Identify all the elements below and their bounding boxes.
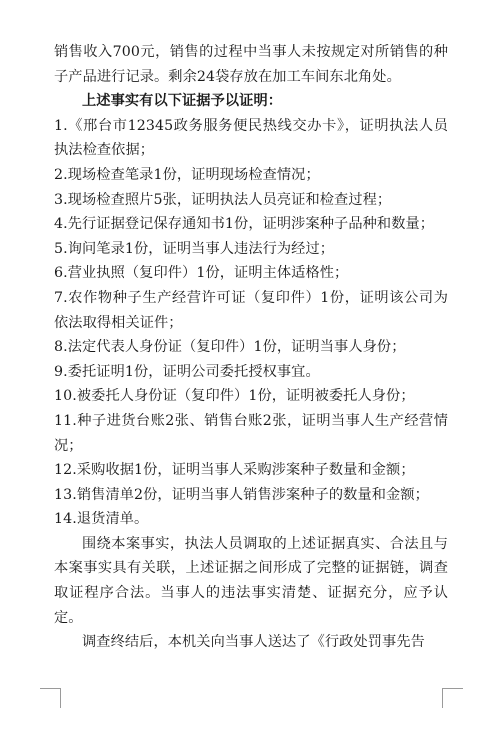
evidence-item-2: 2.现场检查笔录1份，证明现场检查情况； [54,166,320,183]
evidence-item-5: 5.询问笔录1份，证明当事人违法行为经过； [54,240,335,257]
evidence-item-1: 1.《邢台市12345政务服务便民热线交办卡》，证明执法人员执法检查依据； [54,117,448,159]
evidence-item-8: 8.法定代表人身份证（复印件）1份，证明当事人身份； [54,339,406,356]
closing-paragraph: 调查终结后，本机关向当事人送达了《行政处罚事先告 [82,634,425,651]
evidence-item-6: 6.营业执照（复印件）1份，证明主体适格性； [54,265,349,282]
evidence-item-7: 7.农作物种子生产经营许可证（复印件）1份，证明该公司为依法取得相关证件； [54,289,448,331]
evidence-item-3: 3.现场检查照片5张，证明执法人员亮证和检查过程； [54,191,392,208]
evidence-item-12: 12.采购收据1份，证明当事人采购涉案种子数量和金额； [54,462,415,479]
document-body [54,40,448,655]
evidence-item-14: 14.退货清单。 [54,511,149,528]
summary-paragraph: 围绕本案事实，执法人员调取的上述证据真实、合法且与本案事实具有关联，上述证据之间形成了完整的证据链，调查取证程序合法。当事人的违法事实清楚、证据充分，应予认定。 [54,535,448,626]
evidence-item-10: 10.被委托人身份证（复印件）1份，证明被委托人身份； [54,388,415,405]
crop-mark-bottom-left [40,688,61,708]
intro-paragraph: 销售收入700元，销售的过程中当事人未按规定对所销售的种子产品进行记录。剩余24袋存放在加工车间东北角处。 [54,44,448,85]
crop-mark-bottom-right [442,688,463,708]
evidence-heading: 上述事实有以下证据予以证明： [82,93,283,110]
evidence-item-11: 11.种子进货台账2张、销售台账2张，证明当事人生产经营情况； [54,412,448,454]
evidence-item-4: 4.先行证据登记保存通知书1份，证明涉案种子品种和数量； [54,216,435,233]
evidence-item-13: 13.销售清单2份，证明当事人销售涉案种子的数量和金额； [54,486,429,503]
evidence-item-9: 9.委托证明1份，证明公司委托授权事宜。 [54,363,320,380]
